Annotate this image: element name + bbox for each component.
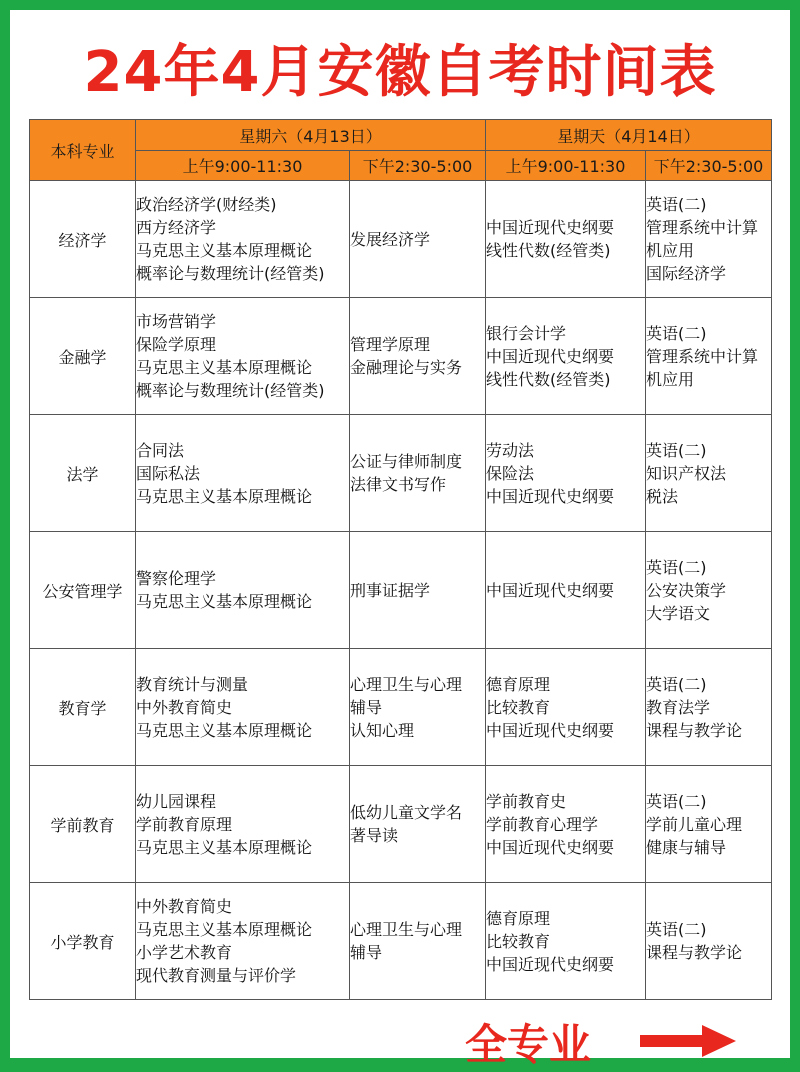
subject-line: 教育法学 [646,697,711,717]
subject-cell [136,649,350,766]
subject-line: 英语(二) [646,791,707,811]
slot-header: 下午2:30-5:00 [646,151,772,181]
subject-line: 公安决策学 [646,580,727,600]
subject-cell [486,883,646,1000]
subject-line: 税法 [646,486,679,506]
subject-cell [646,181,772,298]
subject-line: 马克思主义基本原理概论 [136,592,313,611]
subject-line: 市场营销学 [136,312,217,331]
schedule-body [30,181,772,1000]
schedule-sheet [10,10,790,1069]
subject-line: 银行会计学 [486,323,567,343]
subject-line: 马克思主义基本原理概论 [136,486,313,506]
exam-schedule-table [29,119,772,1000]
subject-cell [350,181,486,298]
subject-line: 小学艺术教育 [136,943,233,962]
subject-cell [646,415,772,532]
subject-line: 马克思主义基本原理概论 [136,241,313,260]
major-cell: 公安管理学 [30,532,136,649]
subject-line: 中国近现代史纲要 [486,720,615,740]
major-cell: 学前教育 [30,766,136,883]
subject-line: 管理学原理 [350,335,431,354]
subject-line: 学前儿童心理 [646,814,743,834]
day-header-saturday: 星期六（4月13日） [136,120,486,151]
subject-line: 心理卫生与心理 [350,674,463,694]
subject-line: 英语(二) [646,920,707,939]
subject-cell [486,181,646,298]
subject-cell [350,532,486,649]
major-cell: 金融学 [30,298,136,415]
subject-line: 中国近现代史纲要 [486,837,615,857]
subject-line: 心理卫生与心理 [350,920,463,939]
subject-line: 法律文书写作 [350,475,447,494]
table-row [30,181,772,298]
subject-cell [646,298,772,415]
subject-line: 中国近现代史纲要 [486,580,615,600]
subject-line: 比较教育 [486,931,551,951]
major-column-header: 本科专业 [30,120,136,181]
subject-line: 中外教育简史 [136,697,233,717]
subject-line: 中国近现代史纲要 [486,218,615,237]
subject-line: 中国近现代史纲要 [486,486,615,506]
subject-line: 英语(二) [646,195,707,214]
subject-cell [136,766,350,883]
subject-line: 著导读 [350,826,399,845]
subject-cell [646,649,772,766]
subject-line: 学前教育原理 [136,814,233,834]
subject-line: 教育统计与测量 [136,674,249,694]
table-row [30,649,772,766]
slot-header: 上午9:00-11:30 [486,151,646,181]
subject-line: 中国近现代史纲要 [486,954,615,974]
subject-line: 马克思主义基本原理概论 [136,837,313,857]
table-row [30,298,772,415]
subject-cell [136,298,350,415]
subject-line: 英语(二) [646,440,707,460]
subject-cell [350,883,486,1000]
subject-line: 劳动法 [486,440,535,460]
subject-line: 保险法 [486,463,535,483]
major-cell: 教育学 [30,649,136,766]
subject-line: 线性代数(经管类) [486,369,611,389]
subject-line: 管理系统中计算 [646,218,759,237]
subject-cell [136,181,350,298]
subject-line: 公证与律师制度 [350,452,463,471]
day-header-sunday: 星期天（4月14日） [486,120,772,151]
subject-cell [486,532,646,649]
subject-line: 概率论与数理统计(经管类) [136,381,325,400]
subject-cell [350,766,486,883]
header-row-days [30,120,772,151]
subject-line: 机应用 [646,241,695,260]
subject-cell [350,298,486,415]
subject-line: 英语(二) [646,323,707,343]
footer-label: 全专业 [465,1020,592,1069]
table-row [30,883,772,1000]
subject-line: 现代教育测量与评价学 [136,966,297,985]
table-row [30,766,772,883]
subject-line: 学前教育心理学 [486,814,599,834]
subject-line: 英语(二) [646,674,707,694]
subject-line: 知识产权法 [646,463,727,483]
major-cell: 法学 [30,415,136,532]
slot-header: 下午2:30-5:00 [350,151,486,181]
subject-line: 大学语文 [646,603,711,623]
subject-cell [486,649,646,766]
subject-line: 中国近现代史纲要 [486,346,615,366]
subject-cell [646,532,772,649]
subject-cell [136,532,350,649]
subject-line: 认知心理 [350,720,415,740]
subject-cell [486,298,646,415]
subject-line: 国际经济学 [646,264,727,283]
subject-line: 线性代数(经管类) [486,241,611,260]
table-row [30,532,772,649]
subject-line: 德育原理 [486,674,551,694]
subject-line: 金融理论与实务 [350,358,463,377]
subject-line: 课程与教学论 [646,720,743,740]
slot-header: 上午9:00-11:30 [136,151,350,181]
subject-line: 机应用 [646,369,695,389]
subject-cell [136,415,350,532]
subject-line: 比较教育 [486,697,551,717]
subject-line: 马克思主义基本原理概论 [136,720,313,740]
subject-line: 概率论与数理统计(经管类) [136,264,325,283]
major-cell: 经济学 [30,181,136,298]
subject-line: 保险学原理 [136,335,217,354]
subject-line: 健康与辅导 [646,837,727,857]
subject-line: 国际私法 [136,463,201,483]
subject-line: 马克思主义基本原理概论 [136,920,313,939]
subject-cell [350,649,486,766]
subject-line: 中外教育简史 [136,897,233,916]
subject-line: 西方经济学 [136,218,217,237]
subject-line: 幼儿园课程 [136,791,217,811]
subject-line: 合同法 [136,440,185,460]
subject-line: 英语(二) [646,557,707,577]
subject-cell [646,883,772,1000]
major-cell: 小学教育 [30,883,136,1000]
subject-line: 管理系统中计算 [646,346,759,366]
subject-line: 马克思主义基本原理概论 [136,358,313,377]
subject-cell [486,415,646,532]
subject-line: 警察伦理学 [136,569,217,588]
subject-line: 政治经济学(财经类) [136,195,277,214]
subject-line: 刑事证据学 [350,580,431,600]
subject-line: 课程与教学论 [646,943,743,962]
right-arrow-icon [638,1024,738,1058]
subject-line: 低幼儿童文学名 [350,803,463,822]
subject-line: 德育原理 [486,908,551,928]
subject-cell [136,883,350,1000]
subject-line: 学前教育史 [486,791,567,811]
subject-cell [486,766,646,883]
header-row-slots [30,151,772,181]
subject-cell [350,415,486,532]
subject-line: 发展经济学 [350,229,431,249]
page-title: 24年4月安徽自考时间表 [83,40,717,105]
subject-cell [646,766,772,883]
table-row [30,415,772,532]
subject-line: 辅导 [350,943,383,962]
subject-line: 辅导 [350,697,383,717]
